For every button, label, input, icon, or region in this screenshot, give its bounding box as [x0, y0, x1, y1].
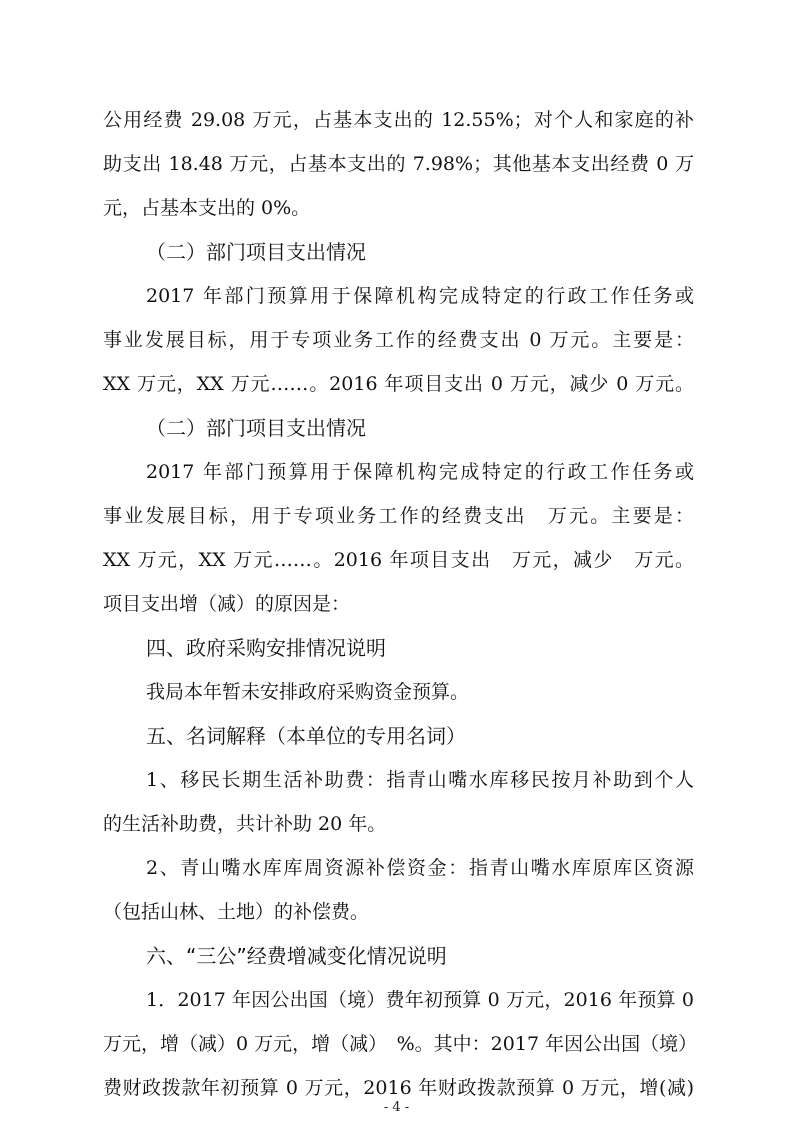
body-text-line: 1．2017 年因公出国（境）费年初预算 0 万元，2016 年预算 0 — [146, 989, 694, 1011]
section-heading: 五、名词解释（本单位的专用名词） — [146, 724, 466, 748]
body-text-line: 1、移民长期生活补助费：指青山嘴水库移民按月补助到个人 — [146, 769, 694, 791]
section-heading: （二）部门项目支出情况 — [146, 240, 366, 264]
body-text-line: 2017 年部门预算用于保障机构完成特定的行政工作任务或 — [146, 285, 694, 307]
body-text-line: 2、青山嘴水库库周资源补偿资金：指青山嘴水库原库区资源 — [146, 857, 694, 879]
page-number: - 4 - — [383, 1100, 410, 1115]
body-text-line: XX 万元，XX 万元……。2016 年项目支出 万元，减少 万元。 — [103, 549, 694, 571]
section-heading: 六、“三公”经费增减变化情况说明 — [146, 944, 447, 968]
body-text-line: 事业发展目标，用于专项业务工作的经费支出 万元。主要是： — [103, 505, 694, 527]
body-text-line: 助支出 18.48 万元，占基本支出的 7.98%；其他基本支出经费 0 万 — [103, 153, 694, 175]
body-text-line: 万元，增（减）0 万元，增（减） %。其中：2017 年因公出国（境） — [103, 1033, 698, 1055]
body-text-line: 的生活补助费，共计补助 20 年。 — [103, 813, 387, 835]
body-text-line: 公用经费 29.08 万元，占基本支出的 12.55%；对个人和家庭的补 — [103, 109, 694, 131]
body-text-line: XX 万元，XX 万元……。2016 年项目支出 0 万元，减少 0 万元。 — [103, 373, 694, 395]
body-text-line: （包括山林、土地）的补偿费。 — [103, 901, 370, 923]
section-heading: 四、政府采购安排情况说明 — [146, 636, 386, 660]
body-text-line: 2017 年部门预算用于保障机构完成特定的行政工作任务或 — [146, 461, 694, 483]
body-text-line: 项目支出增（减）的原因是： — [103, 593, 351, 615]
section-heading: （二）部门项目支出情况 — [146, 416, 366, 440]
body-text-line: 费财政拨款年初预算 0 万元，2016 年财政拨款预算 0 万元，增(减) — [103, 1077, 694, 1099]
body-text-line: 事业发展目标，用于专项业务工作的经费支出 0 万元。主要是： — [103, 329, 694, 351]
body-text-line: 我局本年暂未安排政府采购资金预算。 — [146, 681, 470, 703]
body-text-line: 元，占基本支出的 0%。 — [103, 197, 311, 219]
